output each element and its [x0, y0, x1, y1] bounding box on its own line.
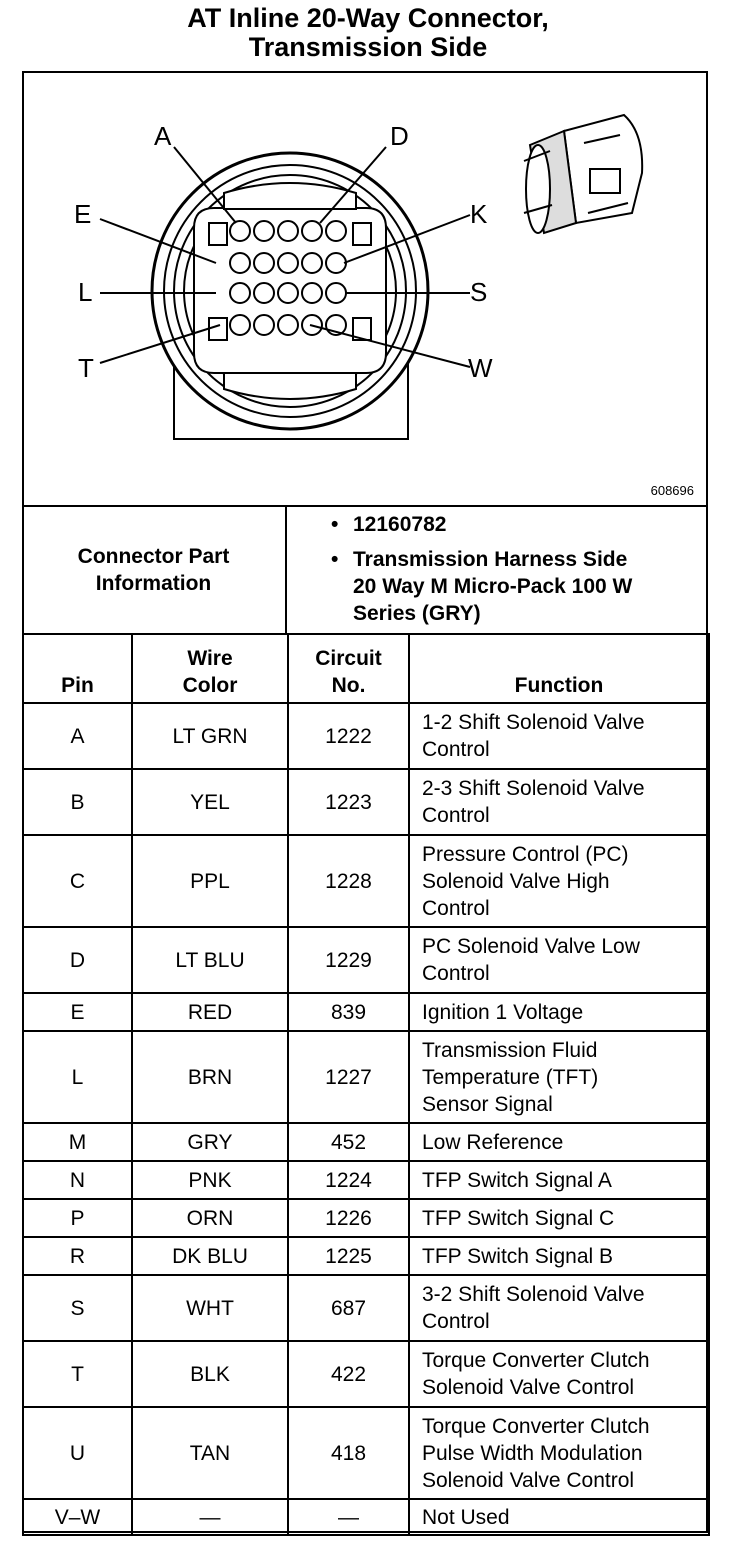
function-cell — [409, 993, 709, 1031]
circuit-cell: 687 — [288, 1275, 409, 1341]
callout-label-t: T — [78, 353, 94, 383]
function-line: Sensor Signal — [422, 1092, 553, 1116]
wire-color-cell: TAN — [132, 1407, 288, 1499]
pin-cavity — [230, 221, 250, 241]
pin-cavity — [302, 221, 322, 241]
pin-cavity — [254, 253, 274, 273]
pin-cell: L — [23, 1031, 132, 1123]
title-line-2: Transmission Side — [248, 32, 488, 62]
callout-label-e: E — [74, 199, 92, 229]
table-row — [23, 1499, 709, 1535]
wire-color-cell: GRY — [132, 1123, 288, 1161]
bullet-icon: • — [331, 548, 339, 571]
pin-cavity — [254, 315, 274, 335]
pin-cell: M — [23, 1123, 132, 1161]
function-cell — [409, 1499, 709, 1535]
function-line: Torque Converter Clutch — [422, 1349, 650, 1372]
connector-description-item — [287, 546, 705, 627]
callout-label-d: D — [390, 121, 409, 151]
function-line: Ignition 1 Voltage — [422, 1000, 584, 1024]
table-row — [23, 1161, 709, 1199]
function-cell — [409, 927, 709, 993]
function-line: Torque Converter Clutch — [422, 1414, 650, 1438]
function-line: Pressure Control (PC) — [422, 842, 629, 866]
description-line-2: 20 Way M Micro-Pack 100 W — [353, 575, 633, 598]
pin-cavity — [230, 283, 250, 303]
connector-perspective-sketch — [524, 115, 642, 233]
header-wire-color: Wire Color — [132, 634, 288, 703]
function-line: TFP Switch Signal A — [422, 1168, 612, 1192]
function-line: Not Used — [422, 1505, 510, 1529]
callout-label-k: K — [470, 199, 488, 229]
circuit-cell: 1227 — [288, 1031, 409, 1123]
table-row — [23, 703, 709, 769]
table-row — [23, 1031, 709, 1123]
pin-cavity — [254, 283, 274, 303]
function-line: 1-2 Shift Solenoid Valve — [422, 711, 645, 734]
function-cell — [409, 1407, 709, 1499]
pin-table — [22, 633, 710, 1536]
wire-color-cell: PNK — [132, 1161, 288, 1199]
function-cell — [409, 703, 709, 769]
pin-cavity — [278, 221, 298, 241]
header-function: Function — [409, 634, 709, 703]
part-number-item — [287, 511, 705, 538]
pin-cell: U — [23, 1407, 132, 1499]
pin-cavity — [230, 315, 250, 335]
wire-color-cell: BRN — [132, 1031, 288, 1123]
function-line: Control — [422, 804, 490, 827]
pin-cavity — [230, 253, 250, 273]
function-line: Transmission Fluid — [422, 1038, 598, 1062]
part-number: 12160782 — [353, 513, 447, 536]
header-circuit-no: Circuit No. — [288, 634, 409, 703]
function-line: TFP Switch Signal B — [422, 1244, 614, 1268]
pin-cavity — [326, 253, 346, 273]
pin-cavity — [302, 283, 322, 303]
circuit-cell: 1226 — [288, 1199, 409, 1237]
function-cell — [409, 1341, 709, 1407]
wire-color-cell: DK BLU — [132, 1237, 288, 1275]
function-line: Control — [422, 896, 490, 920]
circuit-cell: 1222 — [288, 703, 409, 769]
wire-color-cell: ORN — [132, 1199, 288, 1237]
circuit-cell: 839 — [288, 993, 409, 1031]
function-line: Control — [422, 962, 490, 985]
function-line: Low Reference — [422, 1130, 564, 1154]
bullet-icon: • — [331, 513, 339, 536]
function-line: Control — [422, 738, 490, 761]
circuit-cell: — — [288, 1499, 409, 1535]
function-cell — [409, 1123, 709, 1161]
wire-color-cell: — — [132, 1499, 288, 1535]
header-pin: Pin — [23, 634, 132, 703]
function-line: 3-2 Shift Solenoid Valve — [422, 1283, 645, 1306]
function-line: Control — [422, 1310, 490, 1333]
circuit-cell: 1224 — [288, 1161, 409, 1199]
function-line: Solenoid Valve Control — [422, 1376, 635, 1399]
callout-label-l: L — [78, 277, 93, 307]
circuit-cell: 1223 — [288, 769, 409, 835]
function-cell — [409, 1237, 709, 1275]
pin-cell: N — [23, 1161, 132, 1199]
table-row — [23, 993, 709, 1031]
wire-color-cell: YEL — [132, 769, 288, 835]
pin-cavity — [254, 221, 274, 241]
table-row — [23, 1199, 709, 1237]
circuit-cell: 452 — [288, 1123, 409, 1161]
info-label-line-1: Connector Part — [77, 545, 230, 568]
pin-rows — [23, 703, 709, 1535]
function-line: Solenoid Valve Control — [422, 1468, 635, 1492]
title-line-1: AT Inline 20-Way Connector, — [187, 3, 549, 33]
table-row — [23, 1407, 709, 1499]
table-header-row — [23, 634, 709, 703]
function-line: Temperature (TFT) — [422, 1065, 599, 1089]
pin-cell: S — [23, 1275, 132, 1341]
function-line: Solenoid Valve High — [422, 869, 610, 893]
function-cell — [409, 1199, 709, 1237]
pin-cell: A — [23, 703, 132, 769]
pin-cell: V–W — [23, 1499, 132, 1535]
pin-cavity — [278, 283, 298, 303]
pin-cell: D — [23, 927, 132, 993]
pin-cavity — [326, 221, 346, 241]
pin-cavity — [278, 253, 298, 273]
table-row — [23, 1275, 709, 1341]
function-cell — [409, 1031, 709, 1123]
circuit-cell: 1229 — [288, 927, 409, 993]
callout-label-w: W — [468, 353, 493, 383]
pin-cavity — [302, 253, 322, 273]
wire-color-cell: RED — [132, 993, 288, 1031]
circuit-cell: 418 — [288, 1407, 409, 1499]
connector-diagram — [24, 73, 706, 505]
wire-color-cell: LT BLU — [132, 927, 288, 993]
table-row — [23, 835, 709, 927]
callout-label-s: S — [470, 277, 488, 307]
function-cell — [409, 1161, 709, 1199]
pin-cavity — [278, 315, 298, 335]
figure-id: 608696 — [650, 483, 694, 498]
function-cell — [409, 835, 709, 927]
circuit-cell: 1225 — [288, 1237, 409, 1275]
function-cell — [409, 1275, 709, 1341]
pin-cell: R — [23, 1237, 132, 1275]
circuit-cell: 422 — [288, 1341, 409, 1407]
pin-cell: E — [23, 993, 132, 1031]
table-row — [23, 1341, 709, 1407]
description-line-3: Series (GRY) — [353, 602, 481, 625]
pin-cell: P — [23, 1199, 132, 1237]
function-cell — [409, 769, 709, 835]
circuit-cell: 1228 — [288, 835, 409, 927]
table-row — [23, 769, 709, 835]
table-row — [23, 1237, 709, 1275]
pin-cell: B — [23, 769, 132, 835]
info-label-line-2: Information — [95, 572, 212, 595]
function-line: PC Solenoid Valve Low — [422, 935, 640, 958]
page-title — [0, 4, 736, 62]
pin-cavity — [326, 283, 346, 303]
connector-info-details — [287, 511, 705, 635]
function-line: TFP Switch Signal C — [422, 1206, 615, 1230]
function-line: 2-3 Shift Solenoid Valve — [422, 777, 645, 800]
wire-color-cell: BLK — [132, 1341, 288, 1407]
connector-part-info — [22, 505, 708, 633]
description-line-1: Transmission Harness Side — [353, 548, 628, 571]
wire-color-cell: WHT — [132, 1275, 288, 1341]
connector-info-label — [22, 507, 287, 633]
callout-label-a: A — [154, 121, 172, 151]
function-line: Pulse Width Modulation — [422, 1441, 643, 1465]
pin-cell: C — [23, 835, 132, 927]
wire-color-cell: LT GRN — [132, 703, 288, 769]
wire-color-cell: PPL — [132, 835, 288, 927]
pin-cell: T — [23, 1341, 132, 1407]
table-row — [23, 1123, 709, 1161]
table-row — [23, 927, 709, 993]
